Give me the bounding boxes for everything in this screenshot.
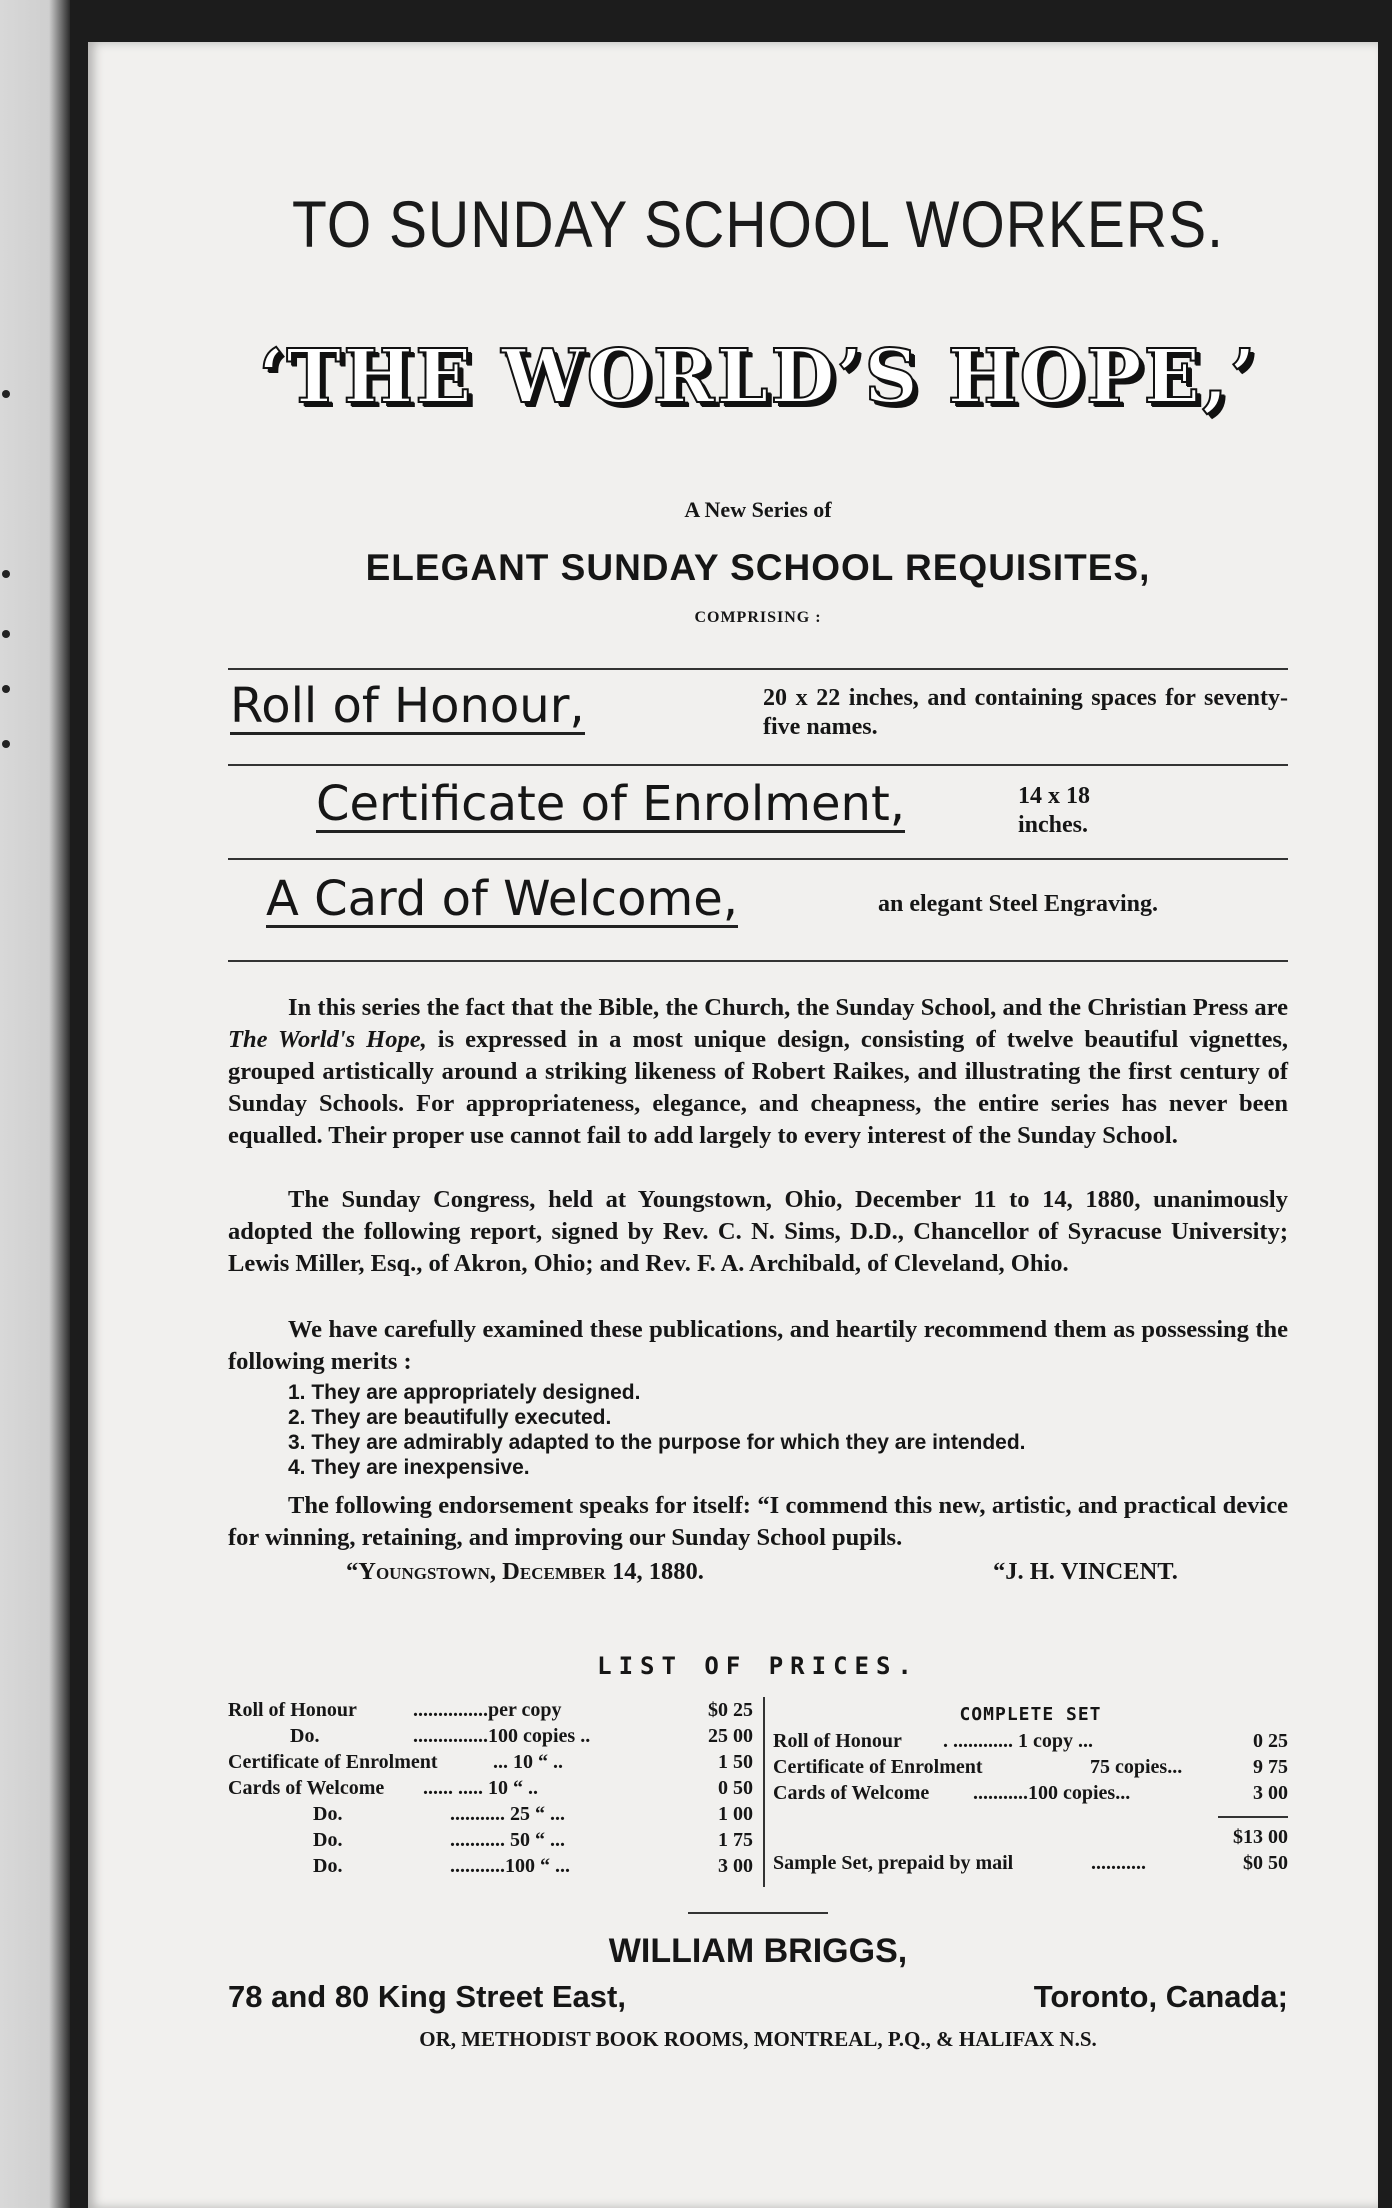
set-item: Roll of Honour [773,1730,902,1752]
margin-mark [2,630,10,638]
price-item: Do. [313,1855,343,1877]
price-value: 1 50 [718,1751,753,1773]
set-price: 0 25 [1253,1730,1288,1752]
price-qty: ...... ..... 10 “ .. [423,1777,538,1799]
merit-item: 4. They are inexpensive. [288,1456,530,1479]
para2-text: The Sunday Congress, held at Youngstown, Ohio, December 11 to 14, 1880, unanimously adopted the following report, signed by Rev. C. N. Sims, D.D., Chancellor of Syracuse University; Lewis Miller, Esq., of Akron, Ohio; and Rev. F. A. Archibald, of Cleveland, Ohio. [228,1186,1288,1277]
para1-end: is expressed in a most unique design, consisting of twelve beautiful vignettes, grouped artistically around a striking likeness of Robert Raikes, and illustrating the first century of Sunday Schools. For appropriateness, elegance, and cheapness, the entire series has never been equalled. Their proper use cannot fail to add largely to every interest of the Sunday School. [228,1026,1288,1149]
complete-set-totals [773,1824,1288,1876]
set-price: 9 75 [1253,1756,1288,1778]
divider [228,668,1288,670]
page-heading: TO SUNDAY SCHOOL WORKERS. [292,188,1224,262]
para4-text: The following endorsement speaks for itself: “I commend this new, artistic, and practical device for winning, retaining, and improving our Sunday School pupils. [228,1492,1288,1551]
price-value: 25 00 [708,1725,753,1747]
divider [688,1912,828,1914]
margin-mark [2,390,10,398]
sample-price: $0 50 [1243,1852,1288,1874]
paragraph-description [228,992,1288,1152]
table-row [228,1775,753,1801]
adjacent-page-edge [0,0,70,2208]
price-item: Cards of Welcome [228,1777,385,1799]
para1-start: In this series the fact that the Bible, the Church, the Sunday School, and the Christian Press are [288,994,1288,1021]
set-qty: 75 copies... [1090,1756,1183,1778]
signature-name: “J. H. VINCENT. [993,1558,1178,1585]
merit-item: 2. They are beautifully executed. [288,1406,612,1429]
table-row [228,1827,753,1853]
table-row [228,1801,753,1827]
publisher-name: WILLIAM BRIGGS, [608,1932,908,1970]
item-card-of-welcome: A Card of Welcome, [266,871,738,927]
set-qty: ...........100 copies... [973,1782,1131,1804]
table-row [773,1728,1288,1754]
set-item: Certificate of Enrolment [773,1756,983,1778]
complete-set-table [773,1702,1288,1806]
merit-item: 1. They are appropriately designed. [288,1381,641,1404]
price-qty: ...............per copy [413,1699,562,1721]
requisites-line: ELEGANT SUNDAY SCHOOL REQUISITES, [365,547,1151,588]
publisher-address [228,1979,1288,2015]
price-list-table [228,1697,753,1879]
price-value: $0 25 [708,1699,753,1721]
branch-offices: OR, METHODIST BOOK ROOMS, MONTREAL, P.Q., & HALIFAX N.S. [419,2027,1097,2051]
prices-title: LIST OF PRICES. [597,1652,919,1680]
document-page [88,42,1378,2208]
price-item: Do. [313,1803,343,1825]
price-qty: ...............100 copies .. [413,1725,591,1747]
divider [228,764,1288,766]
price-qty: ........... 25 “ ... [450,1803,565,1825]
comprising-label: COMPRISING : [694,609,822,626]
price-qty: ........... 50 “ ... [450,1829,565,1851]
item-certificate-of-enrolment: Certificate of Enrolment, [316,776,906,832]
item-card-desc: an elegant Steel Engraving. [878,891,1158,917]
paragraph-congress [228,1184,1288,1280]
table-row [228,1697,753,1723]
table-row [228,1749,753,1775]
address-city: Toronto, Canada; [1033,1979,1288,2014]
table-row [773,1780,1288,1806]
address-street: 78 and 80 King Street East, [228,1979,626,2014]
price-qty: ...........100 “ ... [450,1855,570,1877]
price-value: 1 75 [718,1829,753,1851]
series-line: A New Series of [684,497,832,522]
total-row [773,1824,1288,1850]
signature-place-date: “Youngstown, December 14, 1880. [346,1558,704,1585]
price-item: Do. [313,1829,343,1851]
table-divider [763,1697,765,1887]
para1-italic: The World's Hope, [228,1026,427,1053]
divider [228,858,1288,860]
price-item: Certificate of Enrolment [228,1751,438,1773]
merit-item: 3. They are admirably adapted to the purpose for which they are intended. [288,1431,1026,1454]
set-item: Cards of Welcome [773,1782,930,1804]
set-price: 3 00 [1253,1782,1288,1804]
price-value: 1 00 [718,1803,753,1825]
total-rule [1218,1816,1288,1818]
price-value: 3 00 [718,1855,753,1877]
set-qty: . ............ 1 copy ... [943,1730,1093,1752]
sample-dots: ........... [1091,1852,1146,1874]
divider [228,960,1288,962]
margin-mark [2,685,10,693]
sample-label: Sample Set, prepaid by mail [773,1852,1014,1874]
title-worlds-hope: ‘THE WORLD’S HOPE,’ [258,334,1258,420]
item-certificate-desc: 14 x 18 inches. [1018,783,1090,838]
table-row [773,1754,1288,1780]
complete-set-title: COMPLETE SET [959,1704,1102,1725]
price-item: Do. [290,1725,320,1747]
table-row [228,1853,753,1879]
set-total: $13 00 [1233,1826,1288,1848]
price-qty: ... 10 “ .. [493,1751,563,1773]
item-roll-of-honour-desc: 20 x 22 inches, and containing spaces for seventy-five names. [763,685,1288,740]
para3-text: We have carefully examined these publications, and heartily recommend them as possessing the following merits : [228,1316,1288,1375]
sample-row [773,1850,1288,1876]
margin-mark [2,570,10,578]
paragraph-endorsement [228,1490,1288,1554]
item-roll-of-honour: Roll of Honour, [230,678,585,734]
table-row [228,1723,753,1749]
price-value: 0 50 [718,1777,753,1799]
price-item: Roll of Honour [228,1699,357,1721]
merits-list [288,1380,1288,1480]
paragraph-report [228,1314,1288,1378]
margin-mark [2,740,10,748]
